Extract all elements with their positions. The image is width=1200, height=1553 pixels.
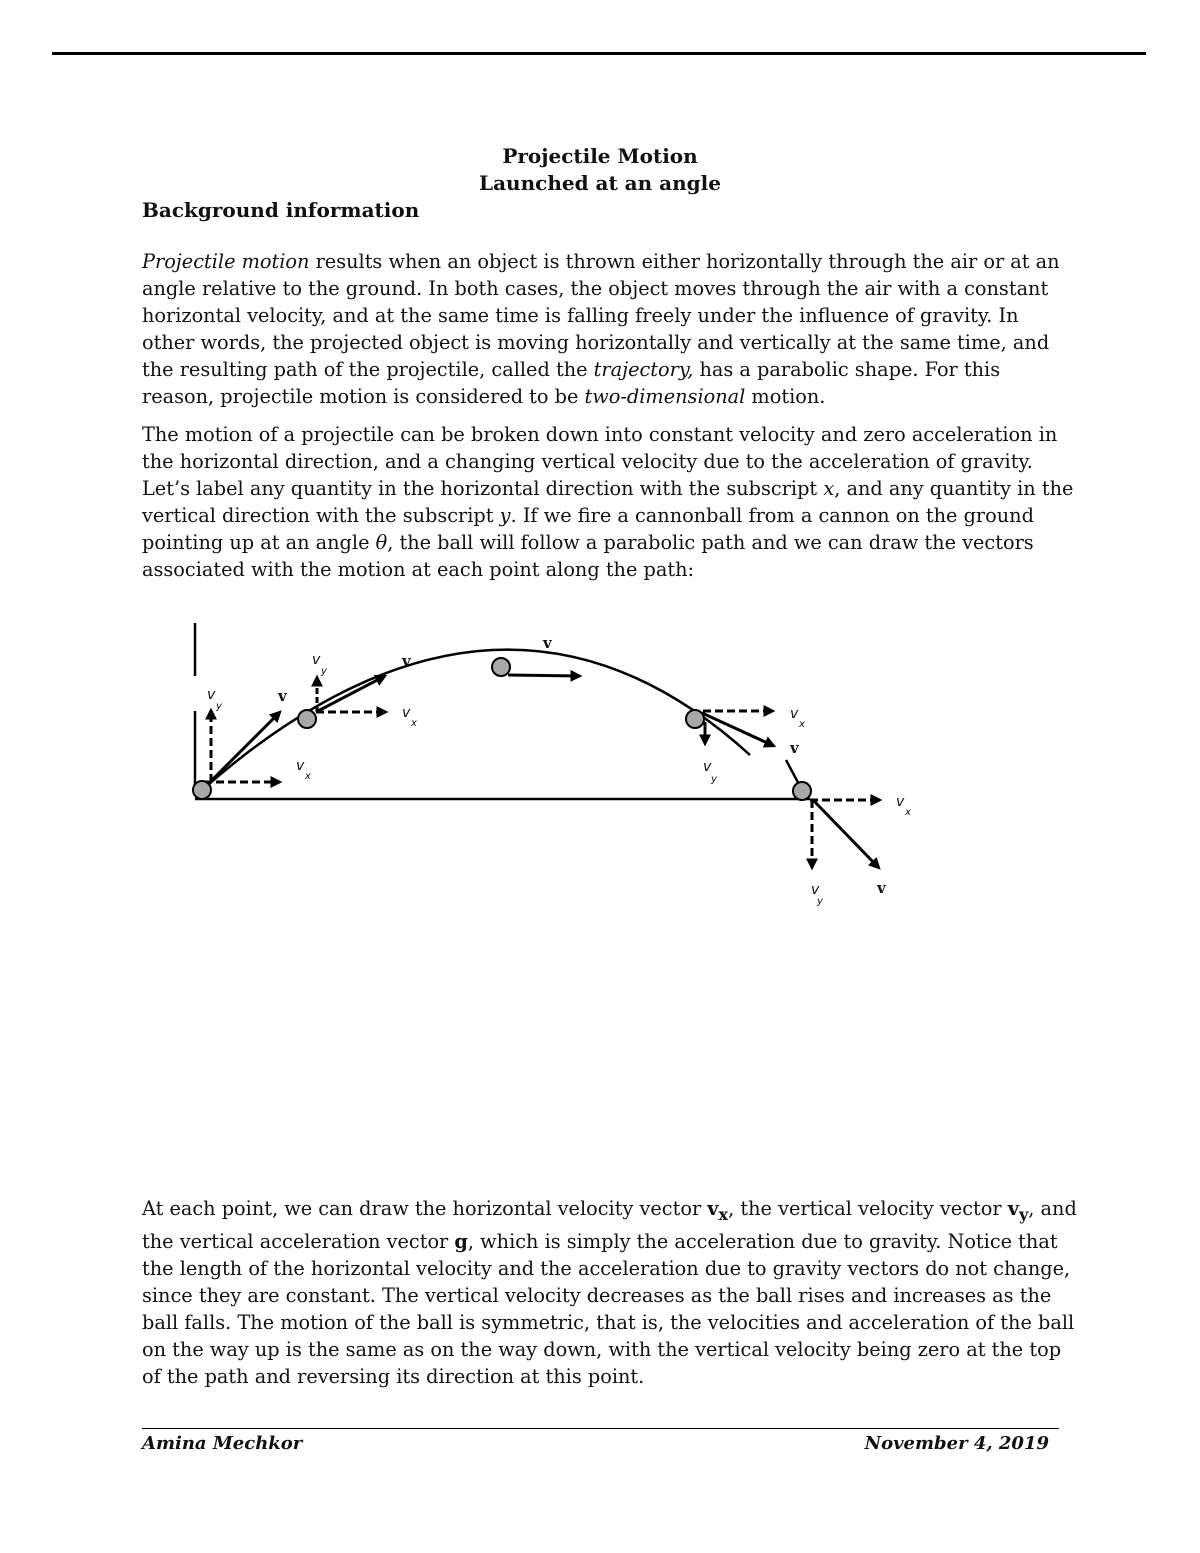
subscript-y-term: y (499, 504, 511, 527)
label-vx-sub: x (799, 719, 805, 730)
paragraph-text: At each point, we can draw the horizontal velocity vector (142, 1197, 708, 1220)
label-vy-sub: y (711, 774, 717, 785)
paragraph-text: , and any quantity in the vertical direction with the subscript (142, 477, 1074, 527)
v-vector (204, 712, 280, 788)
label-vy: v (811, 882, 820, 898)
cannonball (193, 781, 211, 799)
label-vx: v (896, 794, 905, 810)
paragraph-text: . If we fire a cannonball from a cannon on the ground pointing up at an angle (142, 504, 1034, 554)
label-v: v (877, 879, 886, 897)
trajectory-path (202, 650, 750, 790)
page-title: Projectile Motion (502, 144, 698, 168)
term-projectile-motion: Projectile motion (142, 250, 310, 273)
label-vx-sub: x (305, 771, 311, 782)
top-rule (52, 52, 1146, 55)
label-vx-sub: x (905, 807, 911, 818)
subscript-x-term: x (823, 477, 835, 500)
paragraph-vectors (142, 1195, 1077, 1390)
subscript-x: x (718, 1204, 729, 1224)
paragraph-projectile-motion (142, 248, 1077, 410)
paragraph-text: , and the vertical acceleration vector (142, 1197, 1077, 1253)
label-vy: v (312, 652, 321, 668)
label-v: v (543, 634, 552, 652)
projectile-diagram (150, 610, 930, 910)
cannonball (793, 782, 811, 800)
cannonball (298, 710, 316, 728)
paragraph-text: results when an object is thrown either horizontally through the air or at an angle relative to the ground. In both cases, the object moves through the air with a constant horizontal velocity, and at the same time is falling freely under the influence of gravity. In other words, the projected object is moving horizontally and vertically at the same time, and the resulting path of the projectile, called the (142, 250, 1060, 381)
label-vx-sub: x (411, 718, 417, 729)
label-vy-sub: y (216, 701, 222, 712)
paragraph-text: has a parabolic shape. For this reason, projectile motion is considered to be (142, 358, 1001, 408)
theta-term: θ (375, 531, 388, 554)
label-vx: v (402, 705, 411, 721)
paragraph-text: , which is simply the acceleration due to gravity. Notice that the length of the horizontal velocity and the acceleration due to gravity vectors do not change, since they are constant. The vertical velocity decreases as the ball rises and increases as the ball falls. The motion of the ball is symmetric, that is, the velocities and acceleration of the ball on the way up is the same as on the way down, with the vertical velocity being zero at the top of the path and reversing its direction at this point. (142, 1229, 1075, 1388)
paragraph-text: , the vertical velocity vector (728, 1197, 1008, 1220)
v-vector (316, 676, 385, 712)
label-v: v (790, 739, 799, 757)
symbol-v: v (1007, 1197, 1019, 1220)
v-vector (813, 800, 879, 868)
paragraph-text: motion. (745, 385, 826, 408)
paragraph-text: The motion of a projectile can be broken down into constant velocity and zero acceleration in the horizontal direction, and a changing vertical velocity due to the acceleration of gravity. Let’s label any quantity in the horizontal direction with the subscript (142, 423, 1058, 500)
symbol-g: g (454, 1229, 468, 1253)
symbol-vy (1007, 1197, 1029, 1224)
subscript-y: y (1018, 1204, 1029, 1224)
label-v: v (278, 687, 287, 705)
label-vx: v (296, 758, 305, 774)
footer-rule (142, 1428, 1059, 1429)
label-vy-sub: y (817, 896, 823, 907)
footer-date: November 4, 2019 (864, 1433, 1049, 1454)
paragraph-components (142, 421, 1077, 583)
label-vy-sub: y (321, 666, 327, 677)
section-heading: Background information (142, 198, 420, 222)
label-vy: v (207, 687, 216, 703)
label-v: v (402, 652, 411, 670)
page-subtitle: Launched at an angle (479, 171, 721, 195)
symbol-vx (707, 1197, 729, 1224)
term-two-dimensional: two-dimensional (584, 385, 746, 408)
v-vector (508, 675, 580, 676)
cannonball (686, 710, 704, 728)
symbol-v: v (707, 1197, 719, 1220)
footer-author: Amina Mechkor (142, 1433, 303, 1454)
paragraph-text: , the ball will follow a parabolic path and we can draw the vectors associated with the motion at each point along the path: (142, 531, 1034, 581)
label-vx: v (790, 706, 799, 722)
term-trajectory: trajectory, (593, 358, 694, 381)
cannonball (492, 658, 510, 676)
label-vy: v (703, 759, 712, 775)
v-vector (702, 713, 774, 746)
